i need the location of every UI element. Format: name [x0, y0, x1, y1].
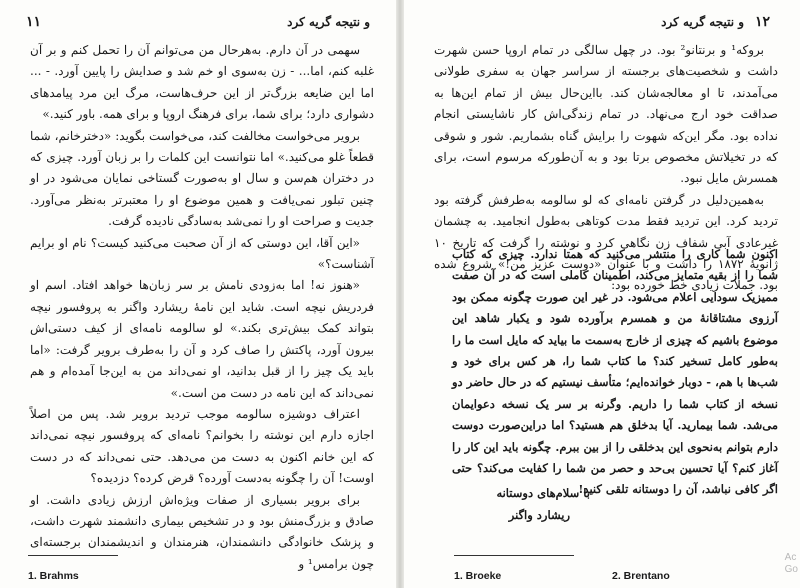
right-page: [404, 0, 800, 588]
left-page-number: ۱۱: [26, 14, 42, 30]
left-running-title: و نتیجه گریه کرد: [287, 15, 370, 29]
left-paragraph: «این آقا، این دوستی که از آن صحبت می‌کنید کیست؟ نام او برایم آشناست؟»: [30, 235, 374, 272]
left-paragraph: برای برویر بسیاری از صفات ویژه‌اش ارزش زیادی داشت. او صادق و بزرگ‌منش بود و در تشخیص بیماری دانشمند شهرت داشت، و پزشک خانوادگی دانشمندان، هنرمندان و اندیشمندان برجسته‌ای چون برامس¹ و: [30, 492, 374, 571]
left-paragraph: اعتراف دوشیزه سالومه موجب تردید برویر شد. پس من اصلاً اجازه دارم این نوشته را بخوانم؟ نامه‌ای که پروفسور نیچه نمی‌داند که این خانم اکنون به دست من می‌دهد. حتی نمی‌داند که در دست اوست! آن را چگونه به‌دست آورده؟ قرض کرده؟ دزدیده؟: [30, 406, 374, 486]
left-page: [0, 0, 396, 588]
right-footnote-rule: [454, 555, 574, 556]
letter-closing: با سلام‌های دوستانه: [496, 486, 590, 500]
left-footnote-rule: [28, 555, 118, 556]
right-running-title: و نتیجه گریه کرد: [661, 15, 744, 29]
left-paragraph: برویر می‌خواست مخالفت کند، می‌خواست بگوید: «دخترخانم، شما قطعاً غلو می‌کنید.» اما نتوانست این کلمات را بر زبان آورد. چیزی که در دختران هم‌سن و سال او به‌صورت گستاخی نمایان می‌شود در او چنین تبلور نمی‌یافت و همین موضوع او را معتبرتر به‌نظر می‌آورد. جدیت و صراحت او را نمی‌شد به‌سادگی نادیده گرفت.: [30, 128, 374, 229]
right-footnote-2: 2. Brentano: [612, 570, 670, 582]
right-footnote-1: 1. Broeke: [454, 570, 502, 582]
right-page-number: ۱۲: [754, 14, 770, 30]
left-page-header: [22, 14, 370, 34]
book-gutter: [396, 0, 404, 588]
right-paragraph: بروکه¹ و برنتانو² بود. در چهل سالگی در تمام اروپا حسن شهرت داشت و شخصیت‌های برجسته از سراسر جهان به سفری طولانی می‌آمدند، تا او معالجه‌شان کند. بااین‌حال بیش از تمام این‌ها به صداقت خود ارج می‌نهاد. در تمام زندگی‌اش کار ناشایستی انجام نداده بود. مگر این‌که شهوت را برایش گناه بشماریم. شور و شوقی که در تخیلاتش مخصوص برتا بود و به آن‌طورکه مرسوم است، برای همسرش مایل نبود.: [434, 43, 778, 186]
letter-signature: ریشارد واگنر: [508, 508, 570, 522]
quoted-letter: اکنون شما کاری را منتشر می‌کنید که همتا ندارد. چیزی که کتاب شما را از بقیه متمایز می‌کند، اطمینان کاملی است که در آن صفت ممیزیک سودایی اعلام می‌شود. در غیر این صورت چگونه ممکن بود آرزوی مشتاقانهٔ من و همسرم برآورده شود و یکبار شاهد این موضوع باشیم که چیزی از خارج به‌سمت ما بیاید که مایل است ما را به‌طور کامل تسخیر کند؟ ما کتاب شما را، هر کس برای خود و شب‌ها با هم، - دوبار خوانده‌ایم؛ متأسف نیستیم که در حال حاضر دو نسخه از کتاب شما را داریم. وگرنه بر سر یک نسخه دعوایمان می‌شد. شما بیمارید. آیا بدخلق هم هستید؟ اما دراین‌صورت دوست دارم بتوانم به‌نحوی این بدخلقی را از بین ببرم. چگونه باید این کار را آغاز کنم؟ آیا تحسین بی‌حد و حصر من شما را کفایت می‌کند؟ حتی اگر کافی نباشد، آن را دوستانه تلقی کنید!: [452, 247, 778, 497]
left-paragraph: «هنوز نه! اما به‌زودی نامش بر سر زبان‌ها خواهد افتاد. اسم او فردریش نیچه است. شاید این نامهٔ ریشارد واگنر به پروفسور نیچه بتواند کمک بیش‌تری بکند.» لو سالومه نامه‌ای از کیف دستی‌اش بیرون آورد، پاکتش را صاف کرد و آن را به‌طرف برویر گرفت: «اما باید یک چیز را از قبل بدانید، او نمی‌داند من به این‌جا آمده‌ام و هم نمی‌داند که این نامه در دست من است.»: [30, 278, 374, 400]
overlay-line-2: Go: [784, 564, 798, 575]
right-page-header: [430, 14, 770, 34]
left-footnote: 1. Brahms: [28, 570, 79, 582]
right-paragraph: به‌همین‌دلیل در گرفتن نامه‌ای که لو سالومه به‌طرفش گرفته بود تردید کرد. این تردید فقط مدت کوتاهی به‌طول انجامید. به چشمان غیرعادی آبی شفاف زن نگاهی کرد و نوشته را گرفت که تاریخ ۱۰ ژانویهٔ ۱۸۷۲ را داشت و با عنوان «دوست عزیز من!» شروع شده بود. جملات زیادی خط خورده بود:: [434, 192, 778, 293]
left-page-body: [30, 40, 374, 575]
left-paragraph: سهمی در آن دارم. به‌هرحال من می‌توانم آن را تحمل کنم و بر آن غلبه کنم، اما... - زن به‌سوی او خم شد و صدایش را پایین آورد. - ... اما این ضایعه بزرگ‌تر از این حرف‌هاست، مرگ این مرد پیامدهای دشواری دارد؛ برای شما، برای فرهنگ اروپا و برای همه. باور کنید.»: [30, 43, 374, 122]
overlay-line-1: Ac: [784, 552, 797, 563]
system-overlay-text: [785, 552, 798, 576]
